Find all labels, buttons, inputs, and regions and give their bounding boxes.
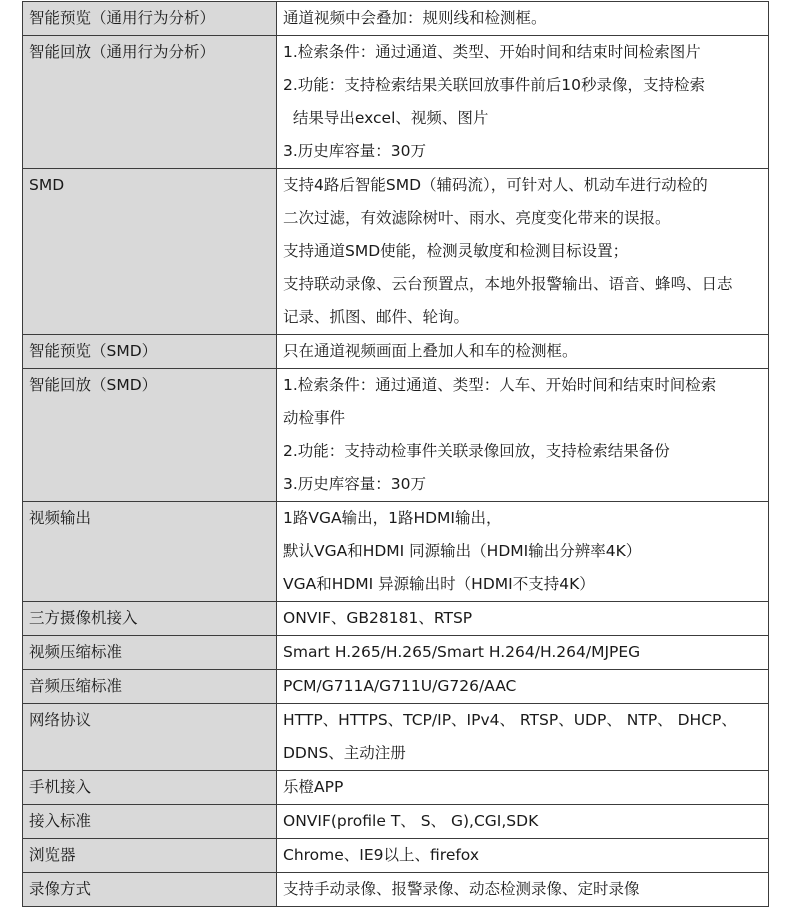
spec-label: 视频压缩标准: [23, 636, 277, 670]
spec-value-line: 2.功能：支持动检事件关联录像回放，支持检索结果备份: [283, 442, 670, 460]
spec-row: [23, 335, 769, 369]
spec-value-line: 支持手动录像、报警录像、动态检测录像、定时录像: [283, 880, 640, 898]
spec-row: [23, 839, 769, 873]
spec-value-line: Chrome、IE9以上、firefox: [283, 846, 479, 864]
spec-value-line: ONVIF(profile T、 S、 G),CGI,SDK: [283, 812, 539, 830]
spec-label: 智能回放（SMD）: [23, 369, 277, 502]
spec-row: [23, 169, 769, 335]
spec-value-line: 1.检索条件：通过通道、类型：人车、开始时间和结束时间检索: [283, 376, 717, 394]
spec-value: [277, 369, 769, 502]
spec-value: [277, 502, 769, 602]
spec-label: SMD: [23, 169, 277, 335]
spec-row: [23, 36, 769, 169]
spec-label: 浏览器: [23, 839, 277, 873]
spec-row: [23, 771, 769, 805]
spec-value: [277, 839, 769, 873]
spec-value: [277, 636, 769, 670]
spec-value-line: 结果导出excel、视频、图片: [283, 109, 489, 127]
spec-value: [277, 805, 769, 839]
spec-value-line: HTTP、HTTPS、TCP/IP、IPv4、 RTSP、UDP、 NTP、 DHCP、: [283, 711, 737, 729]
spec-value: [277, 670, 769, 704]
spec-value-line: VGA和HDMI 异源输出时（HDMI不支持4K）: [283, 575, 595, 593]
spec-row: [23, 805, 769, 839]
spec-row: [23, 636, 769, 670]
spec-value: [277, 169, 769, 335]
spec-value-line: 乐橙APP: [283, 778, 344, 796]
spec-value-line: 只在通道视频画面上叠加人和车的检测框。: [283, 342, 578, 360]
spec-label: 网络协议: [23, 704, 277, 771]
spec-value-line: 记录、抓图、邮件、轮询。: [283, 308, 470, 326]
spec-label: 音频压缩标准: [23, 670, 277, 704]
spec-value-line: 通道视频中会叠加：规则线和检测框。: [283, 9, 547, 27]
spec-row: [23, 704, 769, 771]
spec-label: 智能预览（SMD）: [23, 335, 277, 369]
spec-label: 智能回放（通用行为分析）: [23, 36, 277, 169]
spec-value: [277, 2, 769, 36]
spec-value-line: 3.历史库容量：30万: [283, 142, 427, 160]
spec-row: [23, 873, 769, 907]
spec-label: 视频输出: [23, 502, 277, 602]
spec-table-body: [23, 2, 769, 907]
spec-value-line: 支持联动录像、云台预置点，本地外报警输出、语音、蜂鸣、日志: [283, 275, 733, 293]
spec-table: [22, 1, 769, 907]
spec-value: [277, 602, 769, 636]
spec-value: [277, 704, 769, 771]
spec-row: [23, 369, 769, 502]
spec-row: [23, 670, 769, 704]
spec-value-line: PCM/G711A/G711U/G726/AAC: [283, 677, 517, 695]
spec-value: [277, 36, 769, 169]
spec-value-line: 支持4路后智能SMD（辅码流），可针对人、机动车进行动检的: [283, 176, 708, 194]
spec-value-line: 3.历史库容量：30万: [283, 475, 427, 493]
spec-label: 手机接入: [23, 771, 277, 805]
spec-label: 录像方式: [23, 873, 277, 907]
spec-label: 智能预览（通用行为分析）: [23, 2, 277, 36]
spec-value-line: 二次过滤，有效滤除树叶、雨水、亮度变化带来的误报。: [283, 209, 671, 227]
spec-value-line: 动检事件: [283, 409, 346, 427]
spec-value-line: ONVIF、GB28181、RTSP: [283, 609, 473, 627]
spec-value-line: 支持通道SMD使能，检测灵敏度和检测目标设置；: [283, 242, 629, 260]
spec-value-line: 1路VGA输出，1路HDMI输出，: [283, 509, 502, 527]
spec-value: [277, 335, 769, 369]
spec-value: [277, 771, 769, 805]
spec-value-line: 1.检索条件：通过通道、类型、开始时间和结束时间检索图片: [283, 43, 701, 61]
spec-value-line: 2.功能：支持检索结果关联回放事件前后10秒录像，支持检索: [283, 76, 706, 94]
spec-label: 接入标准: [23, 805, 277, 839]
spec-value: [277, 873, 769, 907]
spec-value-line: Smart H.265/H.265/Smart H.264/H.264/MJPEG: [283, 643, 641, 661]
spec-value-line: DDNS、主动注册: [283, 744, 406, 762]
spec-row: [23, 602, 769, 636]
spec-value-line: 默认VGA和HDMI 同源输出（HDMI输出分辨率4K）: [283, 542, 642, 560]
spec-row: [23, 2, 769, 36]
spec-label: 三方摄像机接入: [23, 602, 277, 636]
spec-row: [23, 502, 769, 602]
